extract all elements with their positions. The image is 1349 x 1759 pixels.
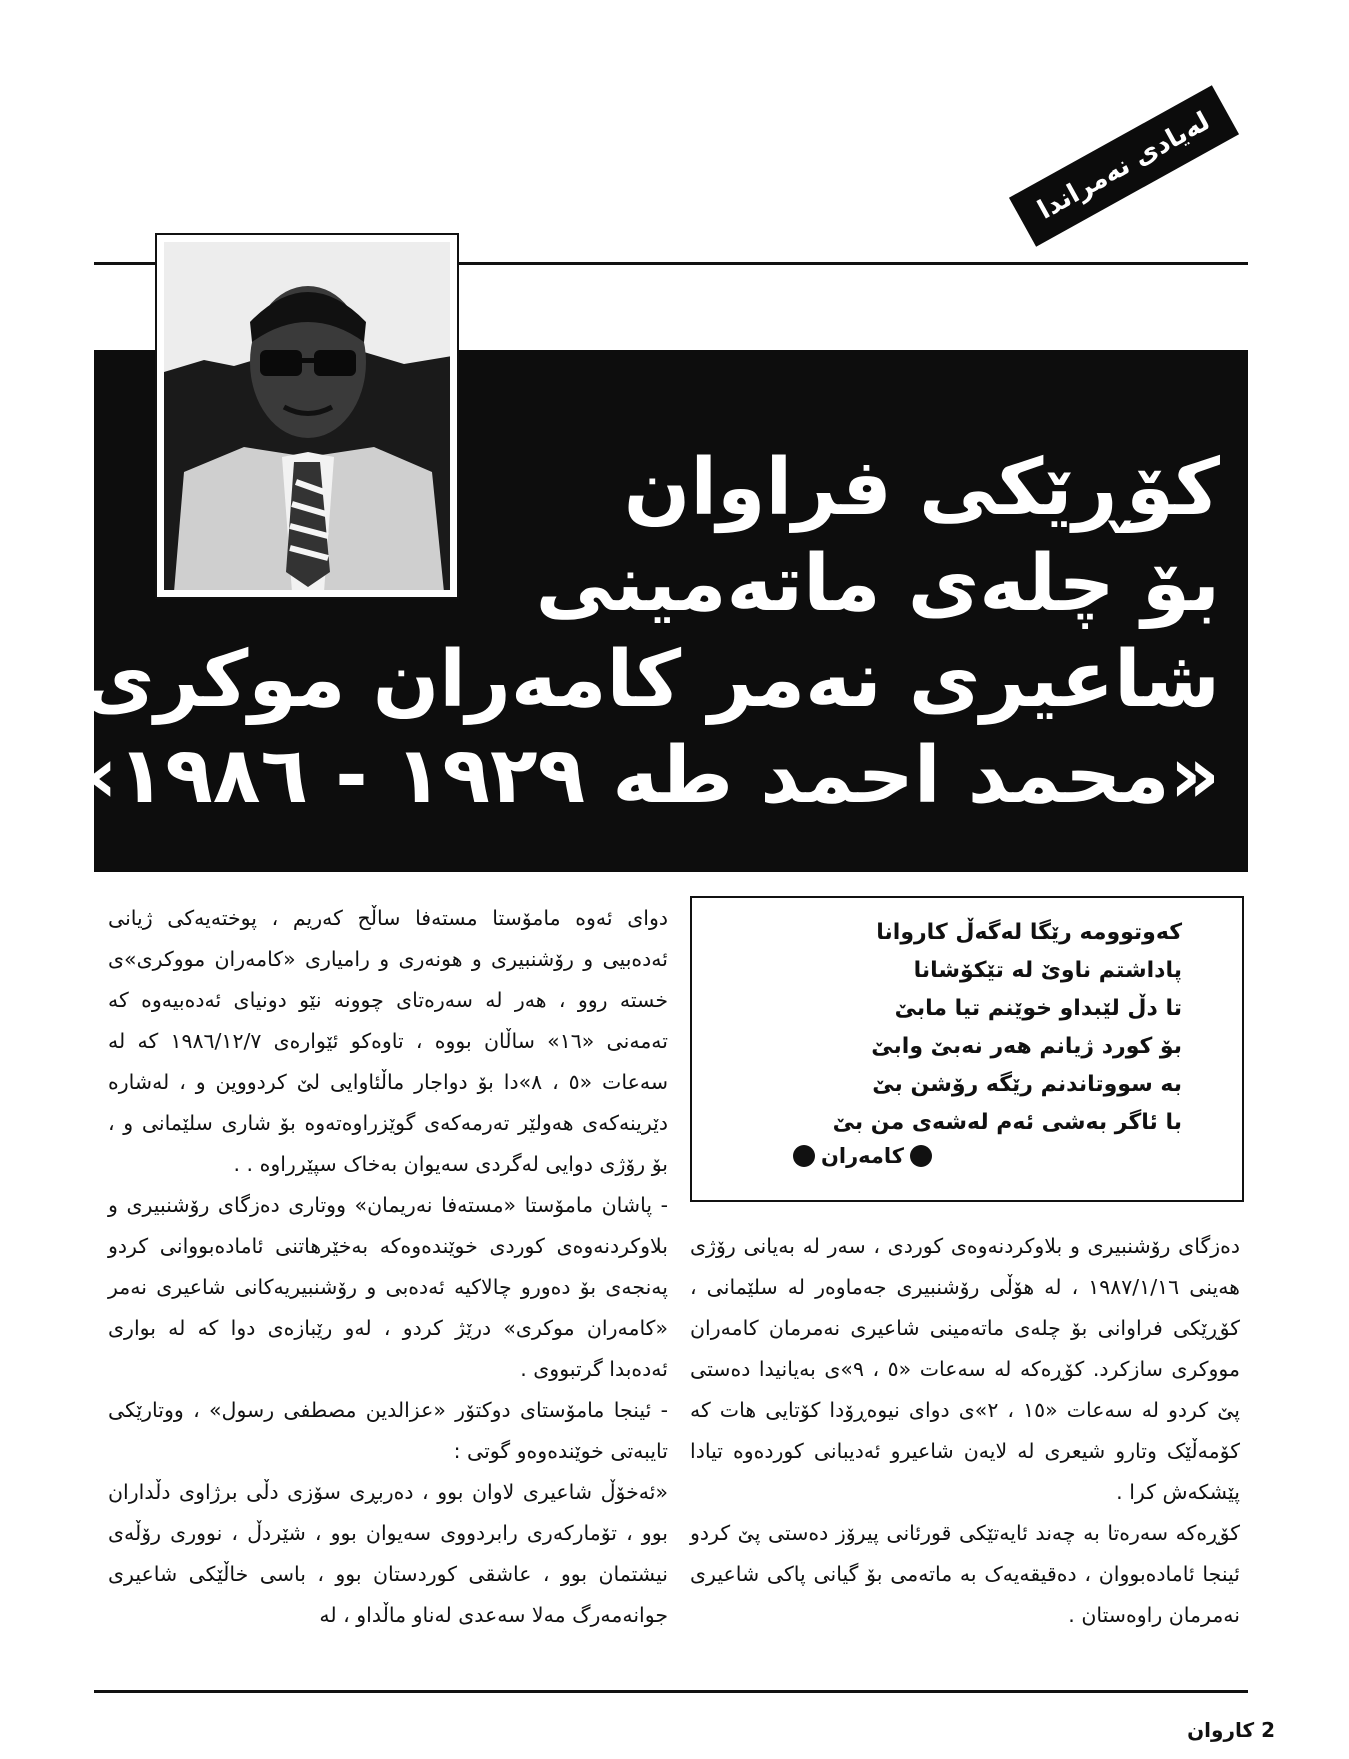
paragraph: «ئەخۆڵ شاعیری لاوان بوو ، دەربڕی سۆزی دڵی برژاوی دڵداران بوو ، تۆمارکەری رابردووی سەیوان بوو ، شێردڵ ، نووری رۆڵەی نیشتمان بوو ، عاشقی کوردستان بوو ، باسی خاڵێکی شاعیری جوانەمەرگ مەلا سەعدی لەناو ماڵداو ، لە [108, 1480, 668, 1627]
magazine-name: کاروان [1187, 1718, 1255, 1742]
paragraph: کۆڕەکە سەرەتا بە چەند ئایەتێکی قورئانی پیرۆز دەستی پێ کردو ئینجا ئامادەبووان ، دەقیقەیەک بە ماتەمی بۆ گیانی پاکی شاعیری نەمرمان راوەستان . [690, 1521, 1240, 1627]
poem-author: کامەران [820, 1144, 904, 1168]
headline-line: بۆ چلەی ماتەمینی [535, 539, 1220, 629]
paragraph: - پاشان مامۆستا «مستەفا نەریمان» ووتاری دەزگای رۆشنبیری و بلاوکردنەوەی کوردی خوێندەوەکە بەخێرهاتنی ئامادەبووانی کردو پەنجەی بۆ دەورو چالاکیە ئەدەبی و رۆشنبیریەکانی شاعیری نەمر «کامەران موکری» درێژ کردو ، لەو رێبازەی دوا کە لە بواری ئەدەبدا گرتبووی . [108, 1193, 668, 1381]
headline-line: شاعیری نەمر کامەران موکری [82, 635, 1220, 725]
section-tag: لەیادی نەمراندا [1009, 85, 1239, 246]
bullet-icon [910, 1145, 932, 1167]
poem-box [690, 896, 1244, 1202]
bullet-icon [793, 1145, 815, 1167]
paragraph: - ئینجا مامۆستای دوکتۆر «عزالدین مصطفی رسول» ، ووتارێکی تایبەتی خوێندەوەو گوتی : [108, 1398, 668, 1463]
page-number: 2 [1261, 1718, 1275, 1742]
poem-line: کەوتوومە رێگا لەگەڵ کاروانا [876, 920, 1182, 945]
poem-line: تا دڵ لێبداو خوێنم تیا مابێ [894, 996, 1182, 1021]
bottom-divider [94, 1690, 1248, 1693]
poem-line: با ئاگر بەشی ئەم لەشەی من بێ [832, 1110, 1182, 1135]
headline-line: کۆڕێکی فراوان [623, 443, 1220, 533]
paragraph: دەزگای رۆشنبیری و بلاوکردنەوەی کوردی ، سەر لە بەیانی رۆژی هەینی ١٩٨٧/١/١٦ ، لە هۆڵی رۆشنبیری جەماوەر لە سلێمانی ، کۆڕێکی فراوانی بۆ چلەی ماتەمینی شاعیری نەمرمان کامەران مووکری سازکرد. کۆڕەکە لە سەعات «٥ ، ٩»ی بەیانیدا دەستی پێ کردو لە سەعات «١٥ ، ٢»ی دوای نیوەڕۆدا کۆتایی هات کە کۆمەڵێک وتارو شیعری لە لایەن شاعیرو ئەدیبانی کوردەوە تیادا پێشکەش کرا . [690, 1234, 1240, 1504]
left-column [108, 898, 668, 1636]
page-footer [1187, 1718, 1275, 1742]
headline [67, 440, 1220, 824]
poem-line: بۆ کورد ژیانم هەر نەبێ وابێ [871, 1034, 1182, 1059]
poem-line: پاداشتم ناوێ لە تێکۆشانا [913, 958, 1182, 983]
right-column [690, 1226, 1240, 1636]
poem-line: بە سووتاندنم رێگە رۆشن بێ [872, 1072, 1182, 1097]
poem-signature [712, 1144, 932, 1168]
headline-line: «محمد احمد طه ١٩٢٩ - ١٩٨٦» [67, 731, 1220, 821]
paragraph: دوای ئەوە مامۆستا مستەفا ساڵح کەریم ، پوختەیەکی ژیانی ئەدەبیی و رۆشنبیری و هونەری و رامیاری «کامەران مووکری»ی خستە روو ، هەر لە سەرەتای چوونە نێو دونیای ئەدەبیەوە کە تەمەنی «١٦» ساڵان بووە ، تاوەکو ئێوارەی ١٩٨٦/١٢/٧ کە لە سەعات «٥ ، ٨»دا بۆ دواجار ماڵئاوایی لێ کردووین و ، لەشارە دێرینەکەی هەولێر تەرمەکەی گوێزراوەتەوە بۆ شاری سلێمانی و ، بۆ رۆژی دوایی لەگردی سەیوان بەخاک سپێرراوە . . [108, 906, 668, 1176]
